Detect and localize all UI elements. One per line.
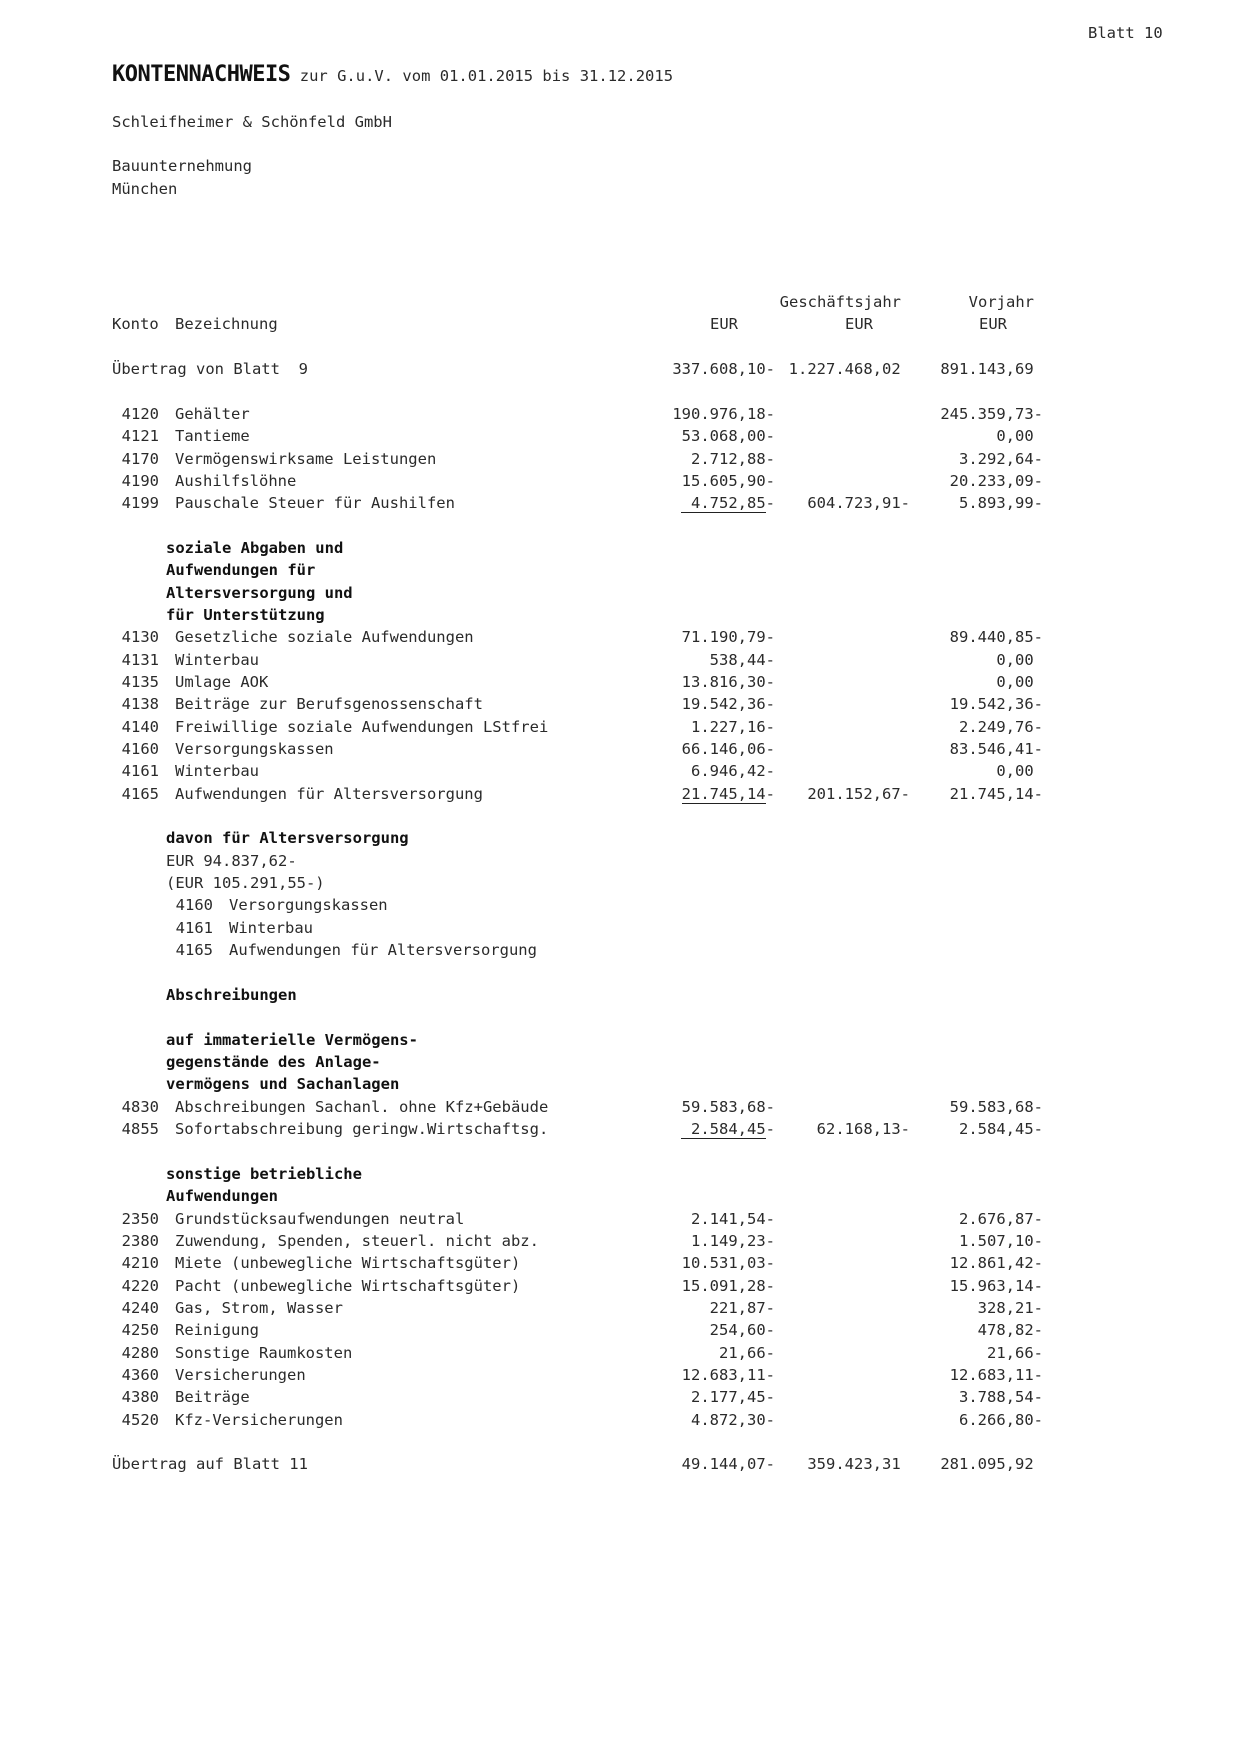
table-row bbox=[0, 1342, 1240, 1364]
account-number: 4121 bbox=[121, 427, 159, 445]
table-row bbox=[0, 470, 1240, 492]
account-description: Gehälter bbox=[175, 405, 250, 423]
company-name: Schleifheimer & Schönfeld GmbH bbox=[112, 113, 392, 131]
account-number: 4160 bbox=[175, 896, 213, 914]
company-city: München bbox=[112, 180, 178, 198]
table-row bbox=[0, 448, 1240, 470]
table-row bbox=[0, 671, 1240, 693]
account-description: Versicherungen bbox=[175, 1366, 306, 1384]
amount-c3: 6.266,80- bbox=[959, 1411, 1043, 1429]
account-description: Beiträge bbox=[175, 1388, 250, 1406]
amount-c1: 71.190,79- bbox=[681, 628, 775, 646]
account-description: Miete (unbewegliche Wirtschaftsgüter) bbox=[175, 1254, 521, 1272]
amount-c3: 89.440,85- bbox=[949, 628, 1043, 646]
carry-in-row bbox=[0, 358, 1240, 380]
amount-c1: 6.946,42- bbox=[691, 762, 775, 780]
account-number: 4131 bbox=[121, 651, 159, 669]
amount-c3: 0,00 bbox=[996, 651, 1043, 669]
account-description: Abschreibungen Sachanl. ohne Kfz+Gebäude bbox=[175, 1098, 549, 1116]
account-description: Sonstige Raumkosten bbox=[175, 1344, 353, 1362]
table-row bbox=[0, 716, 1240, 738]
account-number: 4165 bbox=[121, 785, 159, 803]
title-period: zur G.u.V. vom 01.01.2015 bis 31.12.2015 bbox=[290, 67, 674, 85]
carry-in-c2: 1.227.468,02 bbox=[788, 360, 910, 378]
amount-c1: 190.976,18- bbox=[672, 405, 775, 423]
amount-c1: 15.605,90- bbox=[681, 472, 775, 490]
amount-c3: 2.584,45- bbox=[959, 1120, 1043, 1138]
pension-note-heading: davon für Altersversorgung bbox=[166, 829, 409, 847]
column-group-header-row bbox=[0, 291, 1240, 313]
amount-c1-sign: - bbox=[765, 1120, 775, 1138]
account-description: Versorgungskassen bbox=[229, 896, 388, 914]
col3-currency: EUR bbox=[979, 315, 1007, 333]
col-konto-label: Konto bbox=[112, 315, 159, 333]
table-row-subtotal bbox=[0, 1118, 1240, 1140]
amount-c1: 10.531,03- bbox=[681, 1254, 775, 1272]
account-description: Aufwendungen für Altersversorgung bbox=[229, 941, 537, 959]
amount-c3: 0,00 bbox=[996, 673, 1043, 691]
account-description: Versorgungskassen bbox=[175, 740, 334, 758]
account-number: 4830 bbox=[121, 1098, 159, 1116]
section-heading: für Unterstützung bbox=[166, 606, 325, 624]
account-number: 4190 bbox=[121, 472, 159, 490]
account-description: Vermögenswirksame Leistungen bbox=[175, 450, 437, 468]
col-vorjahr-label: Vorjahr bbox=[968, 293, 1034, 311]
account-description: Beiträge zur Berufsgenossenschaft bbox=[175, 695, 483, 713]
account-number: 4170 bbox=[121, 450, 159, 468]
amount-c1: 53.068,00- bbox=[681, 427, 775, 445]
table-row bbox=[0, 738, 1240, 760]
carry-in-label: Übertrag von Blatt 9 bbox=[112, 360, 308, 378]
account-description: Zuwendung, Spenden, steuerl. nicht abz. bbox=[175, 1232, 539, 1250]
amount-c3: 2.676,87- bbox=[959, 1210, 1043, 1228]
account-number: 4210 bbox=[121, 1254, 159, 1272]
subtotal-c2: 604.723,91- bbox=[807, 494, 910, 512]
pension-note-account bbox=[0, 917, 1240, 939]
carry-out-c3: 281.095,92 bbox=[940, 1455, 1043, 1473]
amount-c1: 4.872,30- bbox=[691, 1411, 775, 1429]
col-bezeichnung-label: Bezeichnung bbox=[175, 315, 278, 333]
amount-c1-underlined bbox=[681, 1118, 775, 1140]
table-row bbox=[0, 649, 1240, 671]
table-row bbox=[0, 1364, 1240, 1386]
section-heading: sonstige betriebliche bbox=[166, 1165, 362, 1183]
amount-c3: 1.507,10- bbox=[959, 1232, 1043, 1250]
table-row bbox=[0, 403, 1240, 425]
account-number: 4161 bbox=[121, 762, 159, 780]
pension-note-prior: (EUR 105.291,55-) bbox=[166, 874, 325, 892]
account-number: 2380 bbox=[121, 1232, 159, 1250]
account-description: Aushilfslöhne bbox=[175, 472, 297, 490]
amount-c3: 2.249,76- bbox=[959, 718, 1043, 736]
amount-c3: 59.583,68- bbox=[949, 1098, 1043, 1116]
table-row bbox=[0, 1096, 1240, 1118]
subtotal-c2: 201.152,67- bbox=[807, 785, 910, 803]
account-description: Winterbau bbox=[175, 651, 259, 669]
account-description: Winterbau bbox=[229, 919, 313, 937]
account-description: Winterbau bbox=[175, 762, 259, 780]
account-number: 4240 bbox=[121, 1299, 159, 1317]
amount-c1: 12.683,11- bbox=[681, 1366, 775, 1384]
table-row bbox=[0, 1319, 1240, 1341]
title-main: KONTENNACHWEIS bbox=[112, 62, 291, 87]
carry-out-c2: 359.423,31 bbox=[807, 1455, 910, 1473]
account-description: Pauschale Steuer für Aushilfen bbox=[175, 494, 455, 512]
account-number: 4130 bbox=[121, 628, 159, 646]
account-number: 4855 bbox=[121, 1120, 159, 1138]
account-number: 4165 bbox=[175, 941, 213, 959]
table-row bbox=[0, 1208, 1240, 1230]
table-row bbox=[0, 626, 1240, 648]
section-heading: Aufwendungen für bbox=[166, 561, 316, 579]
account-description: Grundstücksaufwendungen neutral bbox=[175, 1210, 465, 1228]
amount-c1: 19.542,36- bbox=[681, 695, 775, 713]
amount-c3: 328,21- bbox=[977, 1299, 1043, 1317]
amount-c1-value: 2.584,45 bbox=[681, 1120, 766, 1139]
account-number: 4199 bbox=[121, 494, 159, 512]
table-row bbox=[0, 1230, 1240, 1252]
company-type: Bauunternehmung bbox=[112, 157, 252, 175]
amount-c3: 245.359,73- bbox=[940, 405, 1043, 423]
account-description: Gas, Strom, Wasser bbox=[175, 1299, 343, 1317]
amount-c1: 66.146,06- bbox=[681, 740, 775, 758]
carry-out-label: Übertrag auf Blatt 11 bbox=[112, 1455, 308, 1473]
col2-currency: EUR bbox=[845, 315, 873, 333]
document-title bbox=[112, 62, 673, 87]
amount-c3: 21.745,14- bbox=[949, 785, 1043, 803]
table-row-subtotal bbox=[0, 492, 1240, 514]
amount-c3: 83.546,41- bbox=[949, 740, 1043, 758]
table-row bbox=[0, 1386, 1240, 1408]
account-number: 4138 bbox=[121, 695, 159, 713]
account-number: 4520 bbox=[121, 1411, 159, 1429]
account-number: 4120 bbox=[121, 405, 159, 423]
pension-note-amount: EUR 94.837,62- bbox=[166, 852, 297, 870]
account-description: Pacht (unbewegliche Wirtschaftsgüter) bbox=[175, 1277, 521, 1295]
pension-note-account bbox=[0, 894, 1240, 916]
amount-c1: 15.091,28- bbox=[681, 1277, 775, 1295]
amount-c1: 1.227,16- bbox=[691, 718, 775, 736]
sheet-number: Blatt 10 bbox=[1088, 24, 1163, 42]
account-description: Tantieme bbox=[175, 427, 250, 445]
carry-in-c3: 891.143,69 bbox=[940, 360, 1043, 378]
amount-c1: 2.712,88- bbox=[691, 450, 775, 468]
amount-c3: 5.893,99- bbox=[959, 494, 1043, 512]
amount-c3: 12.683,11- bbox=[949, 1366, 1043, 1384]
account-number: 4161 bbox=[175, 919, 213, 937]
amount-c1: 254,60- bbox=[709, 1321, 775, 1339]
column-header-row bbox=[0, 313, 1240, 335]
table-row bbox=[0, 760, 1240, 782]
amount-c1: 221,87- bbox=[709, 1299, 775, 1317]
amount-c1-value: 21.745,14 bbox=[681, 785, 766, 803]
table-row bbox=[0, 1252, 1240, 1274]
amount-c1-value: 4.752,85 bbox=[681, 494, 766, 513]
amount-c3: 19.542,36- bbox=[949, 695, 1043, 713]
account-description: Gesetzliche soziale Aufwendungen bbox=[175, 628, 474, 646]
account-number: 4135 bbox=[121, 673, 159, 691]
amount-c1: 13.816,30- bbox=[681, 673, 775, 691]
amount-c3: 20.233,09- bbox=[949, 472, 1043, 490]
account-description: Kfz-Versicherungen bbox=[175, 1411, 343, 1429]
section-subheading: auf immaterielle Vermögens- bbox=[166, 1031, 418, 1049]
table-row bbox=[0, 1275, 1240, 1297]
account-number: 4250 bbox=[121, 1321, 159, 1339]
amount-c3: 15.963,14- bbox=[949, 1277, 1043, 1295]
account-number: 4360 bbox=[121, 1366, 159, 1384]
amount-c1: 2.141,54- bbox=[691, 1210, 775, 1228]
section-subheading: gegenstände des Anlage- bbox=[166, 1053, 381, 1071]
account-description: Aufwendungen für Altersversorgung bbox=[175, 785, 483, 803]
amount-c1-underlined bbox=[682, 783, 775, 805]
amount-c1: 538,44- bbox=[709, 651, 775, 669]
account-number: 4220 bbox=[121, 1277, 159, 1295]
amount-c3: 12.861,42- bbox=[949, 1254, 1043, 1272]
account-number: 4380 bbox=[121, 1388, 159, 1406]
table-row bbox=[0, 693, 1240, 715]
amount-c3: 0,00 bbox=[996, 427, 1043, 445]
subtotal-c2: 62.168,13- bbox=[816, 1120, 910, 1138]
account-number: 2350 bbox=[121, 1210, 159, 1228]
amount-c3: 0,00 bbox=[996, 762, 1043, 780]
col-geschaeftsjahr-label: Geschäftsjahr bbox=[779, 293, 901, 311]
table-row bbox=[0, 425, 1240, 447]
account-description: Sofortabschreibung geringw.Wirtschaftsg. bbox=[175, 1120, 549, 1138]
amount-c1-underlined bbox=[681, 492, 775, 514]
amount-c3: 478,82- bbox=[977, 1321, 1043, 1339]
amount-c1: 59.583,68- bbox=[681, 1098, 775, 1116]
amount-c3: 3.292,64- bbox=[959, 450, 1043, 468]
account-description: Umlage AOK bbox=[175, 673, 269, 691]
account-number: 4160 bbox=[121, 740, 159, 758]
amount-c1: 21,66- bbox=[719, 1344, 775, 1362]
carry-out-c1: 49.144,07- bbox=[681, 1455, 775, 1473]
table-row bbox=[0, 1409, 1240, 1431]
section-heading: Altersversorgung und bbox=[166, 584, 353, 602]
amount-c1-sign: - bbox=[765, 494, 775, 512]
account-description: Reinigung bbox=[175, 1321, 259, 1339]
section-heading: soziale Abgaben und bbox=[166, 539, 344, 557]
section-subheading: vermögens und Sachanlagen bbox=[166, 1075, 400, 1093]
section-heading: Aufwendungen bbox=[166, 1187, 278, 1205]
section-heading: Abschreibungen bbox=[166, 986, 297, 1004]
pension-note-account bbox=[0, 939, 1240, 961]
account-number: 4280 bbox=[121, 1344, 159, 1362]
amount-c1: 2.177,45- bbox=[691, 1388, 775, 1406]
table-row-subtotal bbox=[0, 783, 1240, 805]
col1-currency: EUR bbox=[710, 315, 738, 333]
amount-c1-sign: - bbox=[765, 785, 775, 803]
carry-out-row bbox=[0, 1453, 1240, 1475]
amount-c3: 3.788,54- bbox=[959, 1388, 1043, 1406]
carry-in-c1: 337.608,10- bbox=[672, 360, 775, 378]
account-description: Freiwillige soziale Aufwendungen LStfrei bbox=[175, 718, 549, 736]
amount-c1: 1.149,23- bbox=[691, 1232, 775, 1250]
amount-c3: 21,66- bbox=[987, 1344, 1043, 1362]
account-number: 4140 bbox=[121, 718, 159, 736]
table-row bbox=[0, 1297, 1240, 1319]
